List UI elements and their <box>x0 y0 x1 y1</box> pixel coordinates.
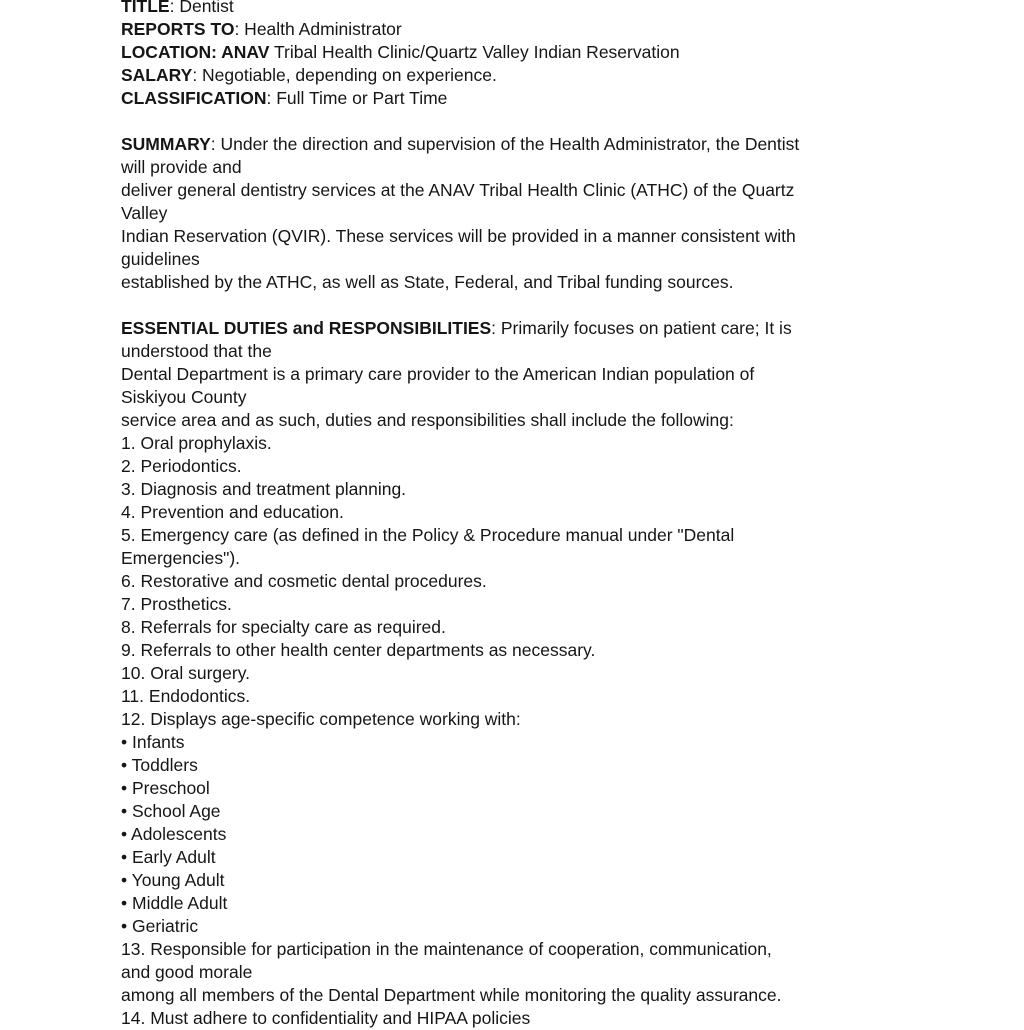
doc-line-text: among all members of the Dental Department while monitoring the quality assurance. <box>121 985 782 1005</box>
doc-line-text: guidelines <box>121 249 200 269</box>
doc-line <box>121 593 981 616</box>
doc-line-label: TITLE <box>121 0 170 16</box>
doc-line <box>121 639 981 662</box>
doc-line <box>121 455 981 478</box>
doc-line-text: • Early Adult <box>121 847 216 867</box>
doc-line <box>121 248 981 271</box>
doc-line-text: 1. Oral prophylaxis. <box>121 433 272 453</box>
doc-line <box>121 87 981 110</box>
doc-line-text: and good morale <box>121 962 253 982</box>
doc-line <box>121 294 981 317</box>
doc-line <box>121 64 981 87</box>
doc-line <box>121 547 981 570</box>
doc-line <box>121 662 981 685</box>
doc-line <box>121 501 981 524</box>
doc-line-text: 7. Prosthetics. <box>121 594 232 614</box>
doc-line <box>121 570 981 593</box>
doc-line <box>121 685 981 708</box>
doc-line-text: 9. Referrals to other health center departments as necessary. <box>121 640 596 660</box>
document-content <box>121 0 981 1030</box>
doc-line-text: Indian Reservation (QVIR). These services will be provided in a manner consistent with <box>121 226 796 246</box>
doc-line-text: service area and as such, duties and responsibilities shall include the following: <box>121 410 734 430</box>
doc-line <box>121 340 981 363</box>
doc-line <box>121 409 981 432</box>
doc-line-label: CLASSIFICATION <box>121 88 267 108</box>
doc-line-text: 6. Restorative and cosmetic dental procedures. <box>121 571 487 591</box>
doc-line-label: SALARY <box>121 65 193 85</box>
doc-line-text: : Under the direction and supervision of the Health Administrator, the Dentist <box>210 134 800 154</box>
doc-line-text: 13. Responsible for participation in the maintenance of cooperation, communication, <box>121 939 772 959</box>
doc-line-text: established by the ATHC, as well as State, Federal, and Tribal funding sources. <box>121 272 734 292</box>
doc-line-text: • Preschool <box>121 778 210 798</box>
doc-line <box>121 432 981 455</box>
doc-line-label: LOCATION: ANAV <box>121 42 270 62</box>
doc-line <box>121 823 981 846</box>
doc-line-text: 2. Periodontics. <box>121 456 242 476</box>
doc-line-text: 14. Must adhere to confidentiality and HIPAA policies <box>121 1008 531 1028</box>
doc-line-text: • Toddlers <box>121 755 198 775</box>
doc-line-text: • School Age <box>121 801 221 821</box>
doc-line-text: understood that the <box>121 341 272 361</box>
doc-line-text: • Adolescents <box>121 824 227 844</box>
doc-line <box>121 869 981 892</box>
doc-line <box>121 110 981 133</box>
doc-line-text: Siskiyou County <box>121 387 247 407</box>
doc-line <box>121 846 981 869</box>
doc-line-text: 3. Diagnosis and treatment planning. <box>121 479 407 499</box>
doc-line <box>121 0 981 18</box>
doc-line <box>121 938 981 961</box>
doc-line <box>121 961 981 984</box>
doc-line-text: deliver general dentistry services at the ANAV Tribal Health Clinic (ATHC) of the Quartz <box>121 180 795 200</box>
doc-line-text: Valley <box>121 203 168 223</box>
doc-line-text: : Primarily focuses on patient care; It is <box>491 318 792 338</box>
doc-line-text: Tribal Health Clinic/Quartz Valley Indian Reservation <box>269 42 680 62</box>
doc-line <box>121 386 981 409</box>
doc-line-text: 4. Prevention and education. <box>121 502 344 522</box>
doc-line-label: REPORTS TO <box>121 19 235 39</box>
doc-line <box>121 317 981 340</box>
doc-line-text: • Young Adult <box>121 870 225 890</box>
doc-line <box>121 41 981 64</box>
doc-line-text: 12. Displays age-specific competence working with: <box>121 709 521 729</box>
doc-line <box>121 271 981 294</box>
doc-line <box>121 524 981 547</box>
doc-line <box>121 708 981 731</box>
doc-line-text: • Infants <box>121 732 185 752</box>
doc-line-text: • Geriatric <box>121 916 199 936</box>
doc-line-text: Emergencies"). <box>121 548 241 568</box>
doc-line-text: : Dentist <box>169 0 234 16</box>
doc-line <box>121 156 981 179</box>
doc-line-text: 11. Endodontics. <box>121 686 251 706</box>
doc-line <box>121 984 981 1007</box>
doc-line <box>121 478 981 501</box>
doc-line <box>121 731 981 754</box>
doc-line <box>121 18 981 41</box>
doc-line-text: will provide and <box>121 157 242 177</box>
doc-line-text: 5. Emergency care (as defined in the Policy & Procedure manual under "Dental <box>121 525 735 545</box>
doc-line <box>121 1007 981 1030</box>
doc-line <box>121 202 981 225</box>
doc-line <box>121 892 981 915</box>
doc-line <box>121 225 981 248</box>
doc-line-label: SUMMARY <box>121 134 211 154</box>
doc-line <box>121 754 981 777</box>
doc-line-text: : Full Time or Part Time <box>266 88 448 108</box>
doc-line <box>121 179 981 202</box>
doc-line <box>121 800 981 823</box>
doc-line <box>121 133 981 156</box>
doc-line-text: • Middle Adult <box>121 893 228 913</box>
doc-line <box>121 915 981 938</box>
doc-line-text: : Negotiable, depending on experience. <box>192 65 497 85</box>
doc-line <box>121 777 981 800</box>
doc-line <box>121 616 981 639</box>
doc-line-text: : Health Administrator <box>234 19 402 39</box>
doc-line-text: 10. Oral surgery. <box>121 663 251 683</box>
doc-line-text: Dental Department is a primary care provider to the American Indian population of <box>121 364 755 384</box>
doc-line-text: 8. Referrals for specialty care as required. <box>121 617 446 637</box>
doc-line-label: ESSENTIAL DUTIES and RESPONSIBILITIES <box>121 318 492 338</box>
doc-line <box>121 363 981 386</box>
